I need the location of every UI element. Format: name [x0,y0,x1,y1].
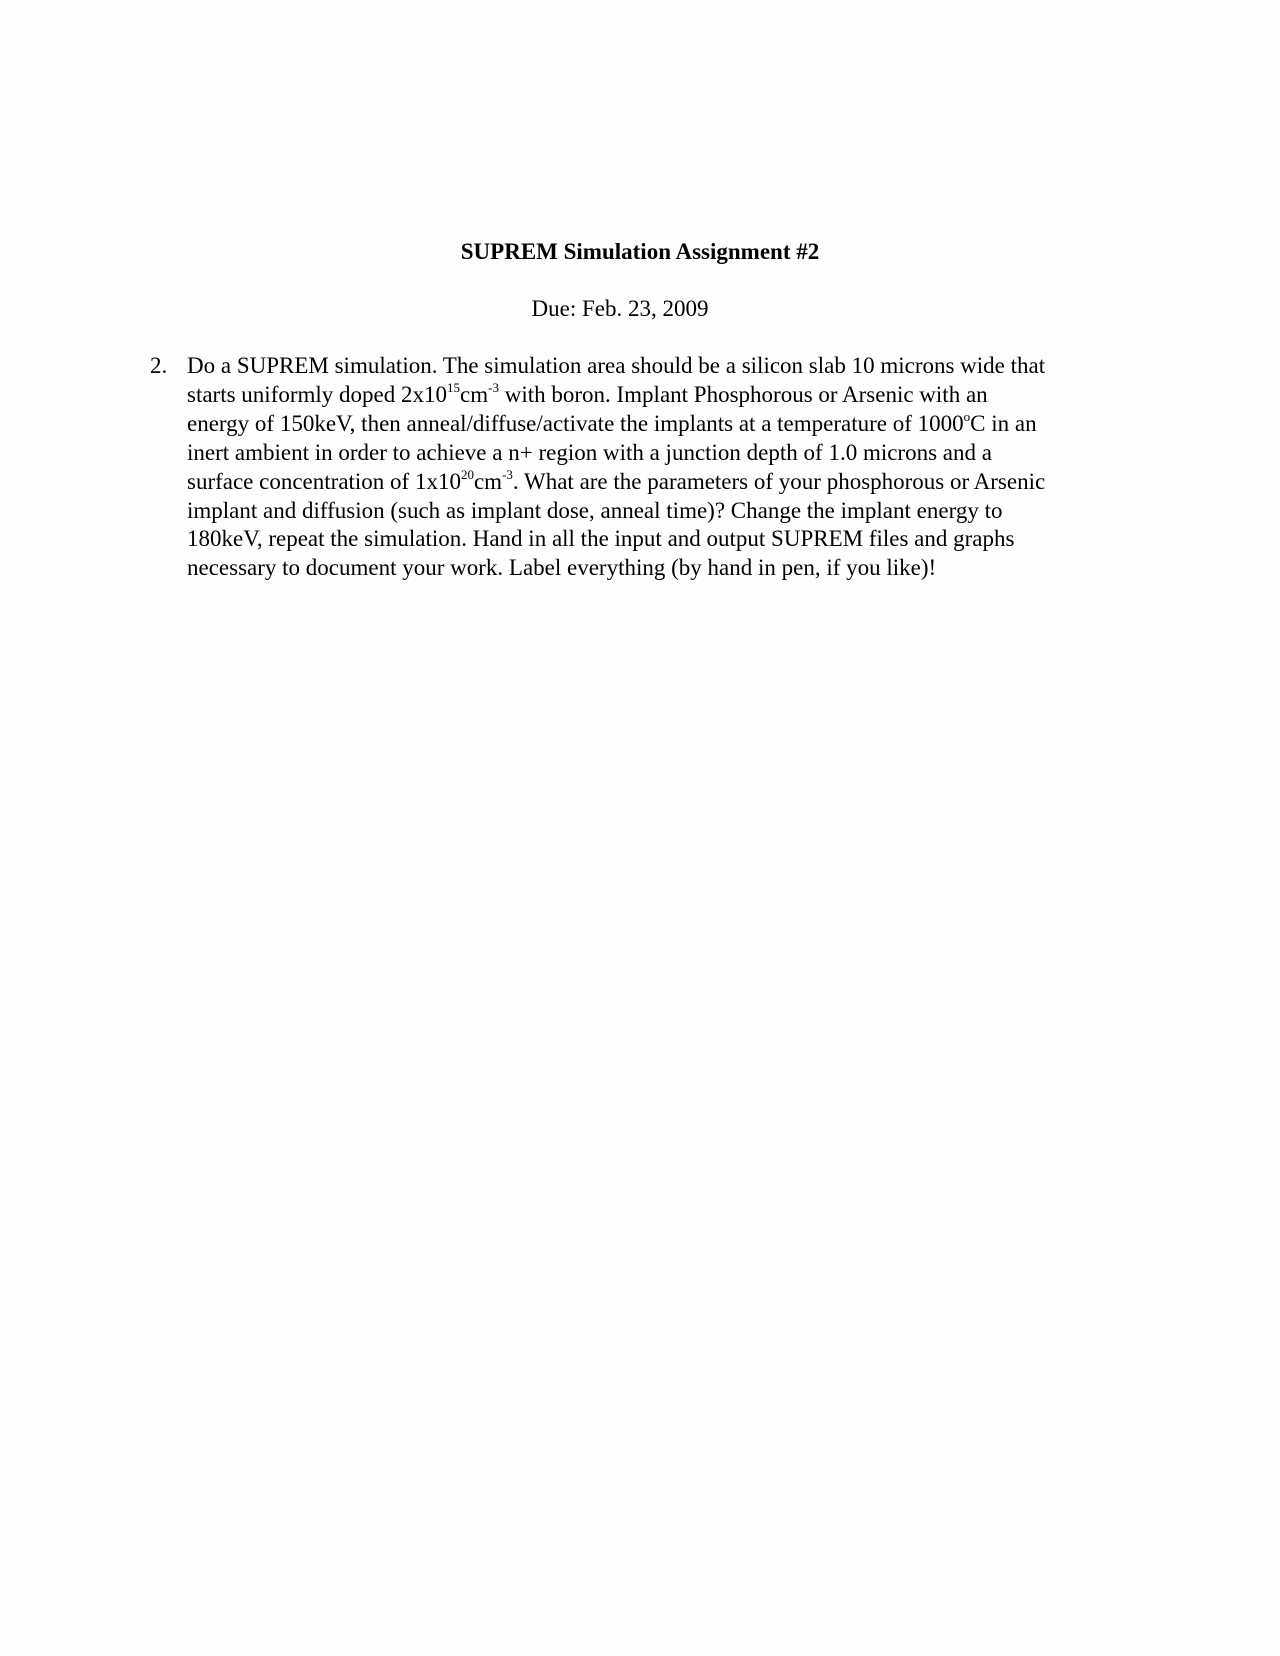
text-line-7: 180keV, repeat the simulation. Hand in all the input and output SUPREM files and graphs [187,526,1015,552]
text-line-6: implant and diffusion (such as implant dose, anneal time)? Change the implant energy to [187,497,1003,523]
superscript: 20 [460,466,474,482]
text-line-2: starts uniformly doped $2x10^{15}cm^{-3}$ with boron. Implant Phosphorous or Arsenic with an [187,379,988,407]
superscript: -3 [488,379,499,395]
document-title: SUPREM Simulation Assignment #2 [460,239,820,264]
list-item-number: 2. [150,353,168,378]
list-item-text [187,352,1132,583]
text-line-5: surface concentration of $1x10^{20}cm^{-3}$. What are the parameters of your phosphorous or Arsenic [187,466,1046,494]
text-line-1: Do a SUPREM simulation. The simulation area should be a silicon slab 10 microns wide that [187,353,1046,378]
due-date: Due: Feb. 23, 2009 [531,296,709,321]
text-line-4: inert ambient in order to achieve a n+ region with a junction depth of 1.0 microns and a [187,439,992,465]
text-line-8: necessary to document your work. Label everything (by hand in pen, if you like)! [187,555,937,581]
text-line-3: energy of 150keV, then anneal/diffuse/activate the implants at a temperature of 1000$^o$C in an [187,408,1037,436]
superscript: -3 [502,466,513,482]
superscript: o [963,408,971,424]
superscript: 15 [447,379,460,395]
